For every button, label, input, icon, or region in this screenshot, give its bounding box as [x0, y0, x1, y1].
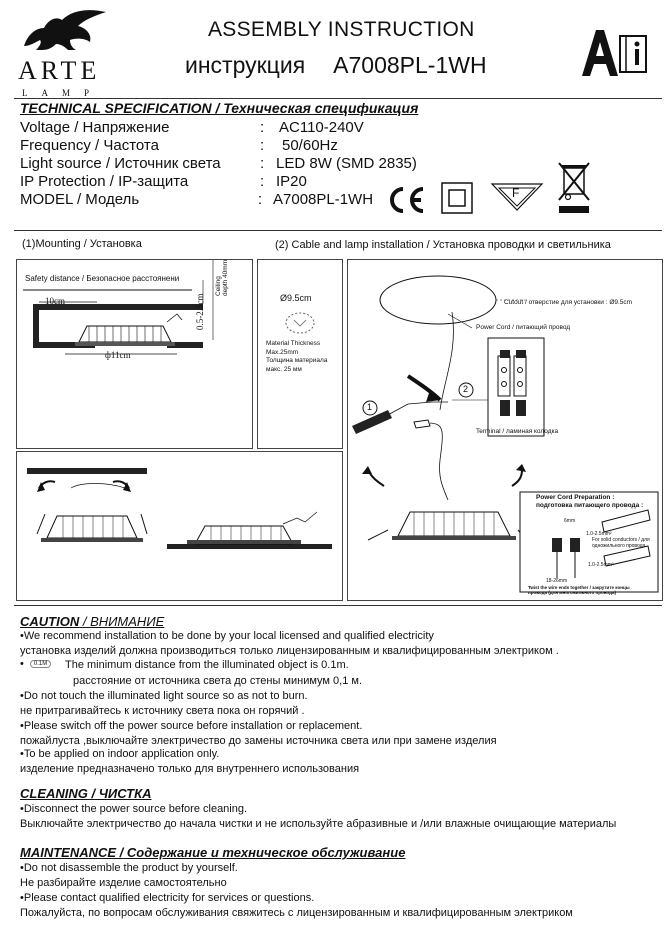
- pcp-len: 18-26mm: [546, 578, 568, 584]
- hole-diameter: Ø9.5cm: [280, 293, 312, 303]
- cable-title: (2) Cable and lamp installation / Установка проводки и светильника: [275, 239, 611, 251]
- material-thickness: Material Thickness Max.25mm Толщина материала макс. 25 мм: [266, 340, 328, 373]
- lamp-install-drawing: [17, 452, 342, 600]
- pcp-title: Power Cord Preparation :: [536, 494, 615, 501]
- spec-label: Frequency / Частота: [20, 137, 159, 154]
- caution-line: изделение предназначено только для внутреннего использования: [20, 763, 360, 775]
- maintenance-line: Пожалуйста, по вопросам обслуживания свяжитесь с лицензированным и квалифицированным электриком: [20, 907, 573, 919]
- spec-colon: :: [258, 191, 263, 208]
- distance-10cm: 10cm: [45, 296, 65, 306]
- caution-line: •To be applied on indoor application only.: [20, 748, 220, 760]
- title-model: A7008PL-1WH: [333, 52, 487, 78]
- divider: [14, 605, 662, 606]
- pcp-6mm: 6mm: [564, 518, 576, 524]
- step-1-label: 1: [367, 402, 373, 412]
- spec-value: A7008PL-1WH: [273, 191, 374, 208]
- spec-label: IP Protection / IP-защита: [20, 173, 189, 190]
- cleaning-heading: CLEANING / ЧИСТКА: [20, 786, 152, 801]
- spec-colon: :: [260, 137, 265, 154]
- brand-sub: LAMP: [22, 88, 104, 98]
- distance-icon: 0.1M: [30, 660, 51, 668]
- spec-colon: :: [260, 119, 265, 136]
- spec-value: LED 8W (SMD 2835): [276, 155, 417, 172]
- spec-label: Voltage / Напряжение: [20, 119, 170, 136]
- maintenance-heading: [20, 845, 405, 860]
- caution-line: •Please switch off the power source before installation or replacement.: [20, 720, 363, 732]
- griffin-icon: [14, 6, 114, 56]
- distance-bullet: • 0.1M: [20, 658, 51, 670]
- hole-diagram-box: [257, 259, 343, 449]
- mounting-title: (1)Mounting / Установка: [22, 238, 142, 250]
- spec-label: Light source / Источник света: [20, 155, 221, 172]
- divider: [14, 98, 662, 99]
- cleaning-line: •Disconnect the power source before cleaning.: [20, 803, 248, 815]
- read-instructions-icon: [580, 26, 650, 78]
- caution-line: •Do not touch the illuminated light source so as not to burn.: [20, 690, 308, 702]
- title-ru-line: [185, 52, 487, 79]
- lamp-install-box: [16, 451, 343, 601]
- diameter-11cm: ф11cm: [105, 350, 131, 360]
- terminal-label: Terminal / ламиная колодка: [476, 428, 559, 435]
- caution-line: расстояние от источника света до стены минимум 0,1 м.: [73, 675, 362, 687]
- pcp-solid: For solid conductors / для: [592, 537, 650, 543]
- spec-row: [20, 191, 374, 209]
- spec-label: MODEL / Модель: [20, 191, 140, 208]
- brand-name: ARTE: [18, 56, 101, 85]
- weee-bin-icon: [556, 160, 592, 221]
- spec-value: 50/60Hz: [282, 137, 338, 154]
- spec-heading: TECHNICAL SPECIFICATION / Техническая спецификация: [20, 100, 419, 116]
- brand-logo: [14, 6, 114, 96]
- power-cord-label: Power Cord / питающий провод: [476, 324, 571, 331]
- maintenance-heading-en: MAINTENANCE /: [20, 845, 124, 860]
- divider: [14, 230, 662, 231]
- caution-line: установка изделий должна производиться только лицензированным и квалифицированным электриком .: [20, 645, 559, 657]
- f-mark-letter: F: [512, 186, 520, 200]
- mounting-diagram-box: [16, 259, 253, 449]
- caution-line: не притрагивайтесь к источнику света пока он горячий .: [20, 705, 305, 717]
- spec-value: IP20: [276, 173, 307, 190]
- spec-row: [20, 173, 307, 191]
- caution-line: пожайлуста ,выключайте электричество до замены источника света или при замене изделия: [20, 735, 497, 747]
- title-en: ASSEMBLY INSTRUCTION: [208, 18, 475, 41]
- cleaning-line: Выключайте электричество до начала чистки и не используйте абразивные и /или влажные очищающие материалы: [20, 818, 617, 830]
- step-2-label: 2: [463, 384, 469, 394]
- safety-distance-label: Safety distance / Безопасное расстоянени: [25, 274, 180, 283]
- spec-row: [20, 155, 417, 173]
- title-ru: инструкция: [185, 52, 306, 78]
- spec-colon: :: [260, 155, 265, 172]
- ceiling-depth: 0.5-2.5cm: [195, 293, 205, 330]
- ce-mark-icon: [386, 186, 426, 219]
- ceiling-label: Ceiling depth 40mm: [215, 259, 229, 296]
- f-mark-icon: [490, 182, 544, 212]
- pcp-solid2: одножильного провода: [592, 543, 646, 549]
- caution-heading-en: CAUTION: [20, 614, 80, 629]
- spec-value: AC110-240V: [279, 119, 364, 136]
- pcp-range1: 1.0-2.5mm²: [586, 531, 612, 537]
- caution-line: •We recommend installation to be done by your local licensed and qualified electricity: [20, 630, 434, 642]
- caution-heading: [20, 614, 164, 629]
- maintenance-line: Не разбирайте изделие самостоятельно: [20, 877, 227, 889]
- caution-heading-ru: / ВНИМАНИЕ: [82, 614, 165, 629]
- spec-colon: :: [260, 173, 265, 190]
- maintenance-heading-ru: Содержание и техническое обслуживание: [126, 845, 406, 860]
- spec-row: [20, 119, 364, 137]
- cutout-label: Cutout / отверстие для установки : Ø9.5cm: [504, 299, 633, 306]
- pcp-title-ru: подготовка питающего провода :: [536, 502, 644, 509]
- maintenance-line: •Do not disassemble the product by yourself.: [20, 862, 238, 874]
- pcp-range2: 1.0-2.5mm²: [588, 562, 614, 568]
- class-ii-icon: [441, 182, 473, 219]
- cable-diagram-box: [347, 259, 663, 601]
- pcp-twist: Twist the wire ends together / закрутите концы: [528, 585, 630, 590]
- spec-row: [20, 137, 338, 155]
- maintenance-line: •Please contact qualified electricity for services or questions.: [20, 892, 315, 904]
- pcp-twist2: провода (для многожильного провода): [528, 590, 616, 595]
- caution-line: The minimum distance from the illuminated object is 0.1m.: [65, 659, 349, 671]
